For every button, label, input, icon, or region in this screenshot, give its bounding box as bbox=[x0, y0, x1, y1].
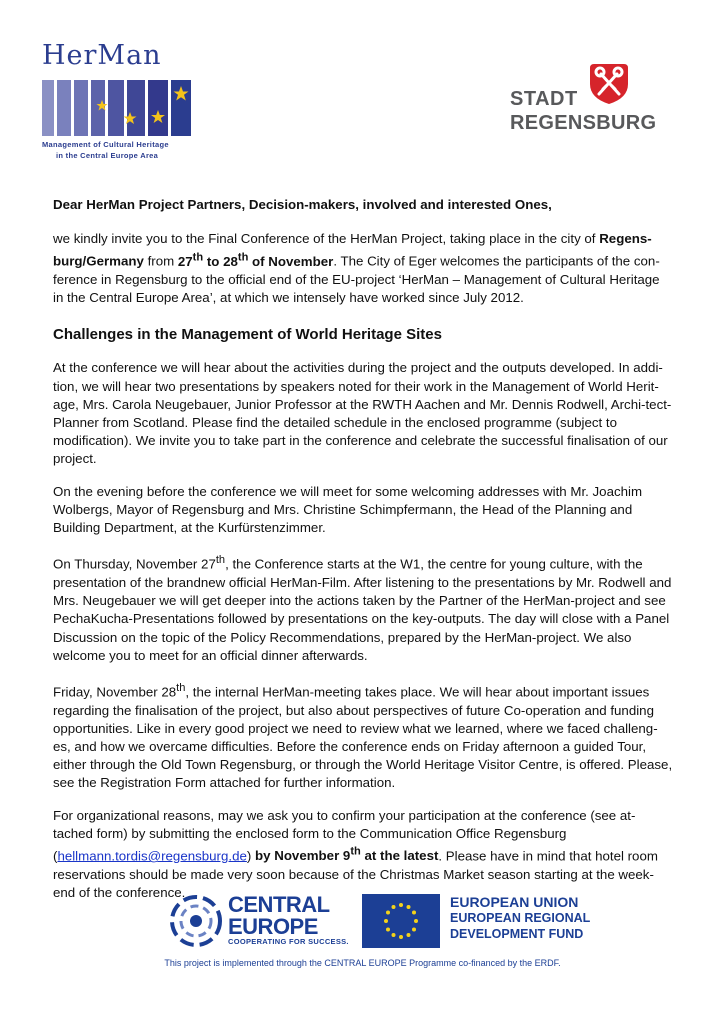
p6-text-a: For organizational reasons, may we ask you to confirm your participation at the conference (see at-tached form) by submitting the enclosed form to the Communication Office Regensburg ( bbox=[53, 807, 636, 864]
p1-date-to: to 28 bbox=[203, 253, 238, 269]
eu-line2: EUROPEAN REGIONAL bbox=[450, 911, 591, 925]
footer-note: This project is implemented through the CENTRAL EUROPE Programme co-financed by the ERDF. bbox=[164, 958, 561, 968]
p6-deadline-b: at the latest bbox=[360, 848, 439, 864]
herman-logo-tagline bbox=[42, 139, 197, 161]
eu-line1: EUROPEAN UNION bbox=[450, 894, 579, 910]
p1-date-month: of November bbox=[248, 253, 334, 269]
p5-text-a: Friday, November 28 bbox=[53, 684, 177, 700]
central-europe-logo bbox=[168, 892, 348, 950]
herman-tag-line1: Management of Cultural Heritage bbox=[42, 140, 169, 149]
p4-text-a: On Thursday, November 27 bbox=[53, 556, 216, 572]
p1-date-start: 27 bbox=[177, 253, 193, 269]
p5-sup: th bbox=[176, 681, 186, 694]
letter-body bbox=[53, 196, 673, 916]
herman-logo-graphic bbox=[40, 80, 192, 138]
eu-flag-icon bbox=[362, 894, 440, 948]
p5-text-b: , the internal HerMan-meeting takes place. We will hear about important issues regarding the finalisation of the project, but also about perspectives of future Co-operation and funding opportunities. Like in every good project we need to review what we learned, where we faced challeng-es, and how we overcame difficulties. Before the conference ends on Friday afternoon a guided Tour, either through the Old Town Regensburg, or through the World Heritage Visitor Centre, is offered. Please, see the Registration Form attached for further information. bbox=[53, 684, 673, 791]
central-europe-word2: EUROPE bbox=[228, 914, 318, 939]
paragraph-conference: At the conference we will hear about the activities during the project and the outputs developed. In addi-tion, we will hear two presentations by speakers noted for their work in the Management of World Herit-age, Mrs. Carola Neugebauer, Junior Professor at the RWTH Aachen and Mr. Dennis Rodwell, Archi-tect-Planner from Scotland. Please find the detailed schedule in the enclosed programme (subject to modification). We invite you to take part in the conference and celebrate the successful finalisation of our project. bbox=[53, 360, 672, 467]
paragraph-friday bbox=[53, 679, 673, 793]
p1-text-a: we kindly invite you to the Final Conference of the HerMan Project, taking place in the city of bbox=[53, 231, 600, 247]
p6-deadline-a: by November 9 bbox=[255, 848, 351, 864]
city-label-stadt: STADT bbox=[510, 88, 578, 110]
herman-tag-line2: in the Central Europe Area bbox=[56, 151, 159, 160]
city-label-regensburg: REGENSBURG bbox=[510, 112, 657, 134]
email-link[interactable]: hellmann.tordis@regensburg.de bbox=[57, 848, 247, 864]
central-europe-emblem-icon bbox=[168, 893, 224, 949]
p6-sup: th bbox=[350, 845, 361, 858]
p6-text-c: . Please have in mind that hotel room reservations should be made very soon because of the Christmas Market season starting at the week-end of the conference. bbox=[53, 848, 658, 900]
footer-logos bbox=[168, 892, 591, 950]
paragraph-registration bbox=[53, 807, 673, 902]
paragraph-evening: On the evening before the conference we will meet for some welcoming addresses with Mr. Joachim Wolbergs, Mayor of Regensburg and Mrs. Christine Schimpfermann, the Head of the Planning and Building Department, at the Kurfürstenzimmer. bbox=[53, 483, 643, 536]
p4-sup: th bbox=[215, 554, 226, 567]
paragraph-invitation bbox=[53, 230, 673, 307]
eu-line3: DEVELOPMENT FUND bbox=[450, 927, 584, 941]
central-europe-word1: CENTRAL bbox=[228, 892, 330, 917]
herman-logo bbox=[40, 40, 192, 165]
herman-logo-title: HerMan bbox=[42, 40, 162, 71]
p4-text-b: , the Conference starts at the W1, the centre for young culture, with the presentation of the brandnew official HerMan-Film. After listening to the presentations by Mr. Rodwell and Mrs. Neugebauer we will get deeper into the actions taken by the Partner of the HerMan-project and see PechaKucha-Presentations followed by presentations on the key-outputs. The day will close with a Panel Discussion on the topic of the Policy Recommendations, prepared by the HerMan-project. We also welcome you to meet for an official dinner afterwards. bbox=[53, 556, 672, 663]
p1-date-end-sup: th bbox=[237, 251, 249, 264]
section-heading: Challenges in the Management of World Heritage Sites bbox=[53, 326, 442, 344]
regensburg-keys-shield-icon bbox=[588, 62, 630, 106]
eu-fund-text bbox=[450, 894, 590, 942]
p1-text-e: . The City of Eger welcomes the participants of the con-ference in Regensburg to the official end of the EU-project ‘HerMan – Management of Cultural Heritage in the Central Europe Area’, at which we intensely have worked since July 2012. bbox=[53, 253, 660, 306]
paragraph-thursday bbox=[53, 551, 673, 665]
p6-deadline bbox=[255, 845, 439, 864]
p1-location: Regens-burg/Germany bbox=[53, 231, 652, 269]
p1-date-start-sup: th bbox=[192, 251, 204, 264]
p1-date bbox=[177, 251, 334, 269]
p6-text-b: ) bbox=[246, 848, 255, 864]
p1-text-c: from bbox=[143, 253, 178, 269]
central-europe-tagline: COOPERATING FOR SUCCESS. bbox=[228, 937, 349, 946]
stadt-regensburg-logo bbox=[508, 62, 668, 142]
letter-greeting: Dear HerMan Project Partners, Decision-makers, involved and interested Ones, bbox=[53, 197, 552, 212]
